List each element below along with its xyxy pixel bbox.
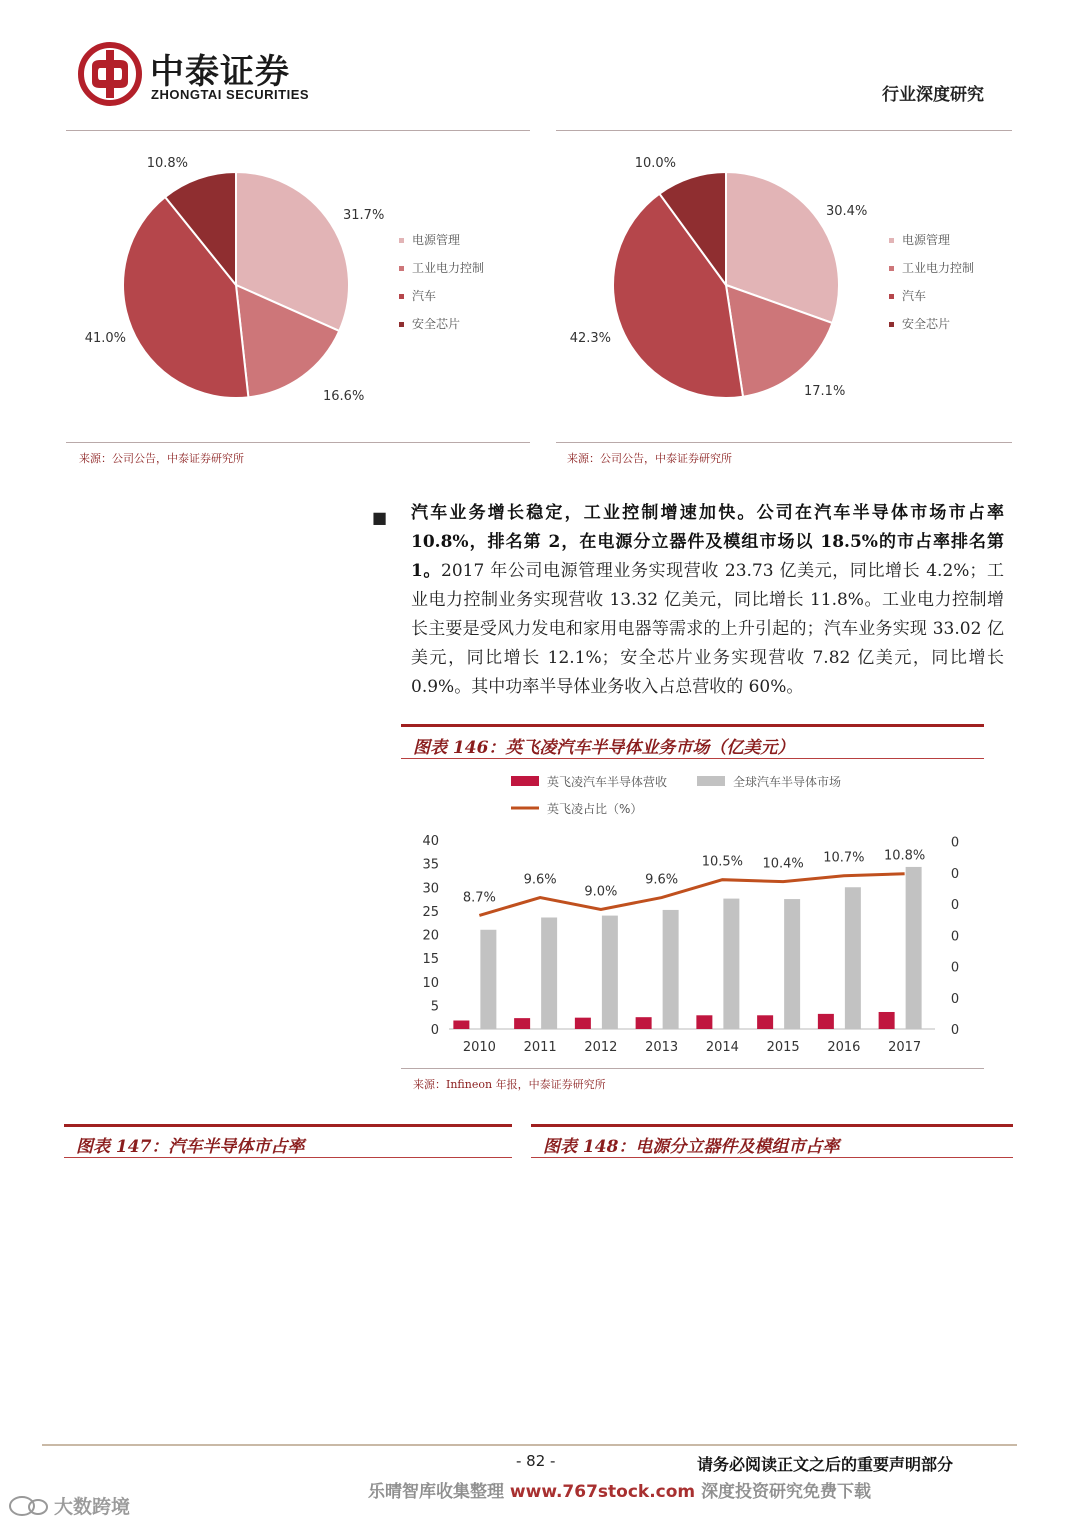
pie-left-legend-label-4: 安全芯片: [412, 317, 461, 331]
x-tick-label-2013: 2013: [645, 1040, 679, 1055]
x-tick-label-2014: 2014: [705, 1040, 739, 1055]
share-data-label-2011: 9.6%: [523, 872, 557, 888]
share-data-label-2017: 10.8%: [883, 848, 926, 864]
fig146-title: 图表 146：英飞凌汽车半导体业务市场（亿美元）: [413, 738, 795, 758]
y2-tick-label-7: 0: [950, 835, 960, 851]
analysis-paragraph: [411, 499, 1004, 702]
y-tick-label-35: 35: [422, 857, 439, 873]
y-tick-label-25: 25: [422, 904, 439, 920]
bar-market-2013: [663, 910, 679, 1029]
fig148-title-rule: [531, 1157, 1013, 1158]
y-tick-label-5: 5: [430, 999, 439, 1015]
pie-chart-right: [556, 140, 1012, 440]
pie-left-legend-swatch-4: [399, 322, 404, 327]
pie-right-legend-label-4: 安全芯片: [902, 317, 951, 331]
bar-market-2017: [906, 867, 922, 1029]
fig147-top-rule: [64, 1124, 512, 1127]
fig147-title-rule: [64, 1157, 512, 1158]
pie-left-legend-label-1: 电源管理: [412, 233, 461, 247]
pie-right-legend-swatch-2: [889, 266, 894, 271]
company-name-cn: 中泰证券: [150, 52, 290, 92]
fig146-combo-chart: [401, 762, 984, 1066]
watermark-right: 深度投资研究免费下载: [701, 1482, 872, 1502]
share-data-label-2014: 10.5%: [701, 854, 744, 870]
fig146-source: 来源：Infineon 年报，中泰证券研究所: [413, 1078, 606, 1091]
pie-chart-left: [66, 140, 530, 440]
footer-rule: [42, 1444, 1017, 1446]
bar-market-2014: [723, 899, 739, 1029]
pie-right-slice-label-2: 17.1%: [804, 384, 846, 399]
pie-left-legend-swatch-3: [399, 294, 404, 299]
y-tick-label-15: 15: [422, 952, 439, 968]
bar-revenue-2015: [757, 1015, 773, 1029]
watermark-line: [368, 1477, 871, 1502]
pie-right-legend-swatch-3: [889, 294, 894, 299]
pie-left-slice-label-2: 16.6%: [323, 389, 365, 404]
pie-left-slice-label-4: 10.8%: [146, 156, 188, 171]
x-tick-label-2015: 2015: [766, 1040, 800, 1055]
y2-tick-label-4: 0: [950, 929, 960, 945]
bar-market-2010: [480, 930, 496, 1029]
pie-left-bottom-rule: [66, 442, 530, 443]
bar-market-2016: [845, 887, 861, 1029]
fig146-title-rule: [401, 758, 984, 759]
y-tick-label-10: 10: [422, 975, 439, 991]
analysis-highlight: 汽车业务增长稳定，工业控制增速加快。公司在汽车半导体市场市占率10.8%，排名第 2，在电源分立器件及模组市场以 18.5%的市占率排名第 1。: [411, 503, 1004, 581]
fig146-top-rule: [401, 724, 984, 727]
pie-right-slice-label-3: 42.3%: [569, 331, 611, 346]
pie-right-legend-swatch-4: [889, 322, 894, 327]
pie-right-top-rule: [556, 130, 1012, 131]
page-number: - 82 -: [516, 1452, 556, 1470]
bar-revenue-2012: [575, 1018, 591, 1029]
share-data-label-2010: 8.7%: [462, 890, 496, 906]
logo-mark-icon: [78, 42, 142, 106]
y2-tick-label-3: 0: [950, 960, 960, 976]
legend-label-revenue: 英飞凌汽车半导体营收: [547, 775, 668, 789]
pie-left-legend-label-3: 汽车: [412, 289, 437, 303]
pie-left-legend-swatch-1: [399, 238, 404, 243]
pie-right-source: 来源：公司公告，中泰证券研究所: [567, 452, 732, 465]
y2-tick-label-1: 0: [950, 1023, 960, 1038]
bar-revenue-2011: [514, 1018, 530, 1029]
pie-left-slice-label-3: 41.0%: [84, 331, 126, 346]
pie-right-legend-label-1: 电源管理: [902, 233, 951, 247]
share-data-label-2012: 9.0%: [584, 884, 618, 900]
y-tick-label-20: 20: [422, 928, 439, 944]
y2-tick-label-6: 0: [950, 866, 960, 882]
legend-swatch-revenue: [511, 776, 539, 786]
x-tick-label-2016: 2016: [827, 1040, 861, 1055]
legend-label-share: 英飞凌占比（%）: [547, 802, 643, 816]
share-data-label-2013: 9.6%: [645, 872, 679, 888]
corner-watermark-text: 大数跨境: [54, 1496, 131, 1518]
legend-swatch-market: [697, 776, 725, 786]
legend-label-market: 全球汽车半导体市场: [733, 775, 842, 789]
pie-right-slice-label-1: 30.4%: [826, 204, 868, 219]
pie-left-source: 来源：公司公告，中泰证券研究所: [79, 452, 244, 465]
bullet-marker: ■: [372, 508, 388, 527]
watermark-url: www.767stock.com: [509, 1482, 696, 1502]
x-tick-label-2012: 2012: [584, 1040, 618, 1055]
y-tick-label-30: 30: [422, 881, 439, 897]
y-tick-label-0: 0: [430, 1023, 439, 1038]
pie-right-slice-label-4: 10.0%: [634, 156, 676, 171]
share-data-label-2016: 10.7%: [823, 850, 865, 866]
bar-revenue-2017: [879, 1012, 895, 1029]
company-logo: [78, 42, 142, 106]
bar-revenue-2010: [453, 1020, 469, 1029]
x-tick-label-2011: 2011: [523, 1040, 557, 1055]
x-tick-label-2010: 2010: [462, 1040, 496, 1055]
y-tick-label-40: 40: [422, 834, 439, 849]
pie-left-legend-swatch-2: [399, 266, 404, 271]
y2-tick-label-2: 0: [950, 991, 960, 1007]
bar-market-2015: [784, 899, 800, 1029]
fig147-title: 图表 147：汽车半导体市占率: [76, 1137, 305, 1157]
pie-right-legend-swatch-1: [889, 238, 894, 243]
x-tick-label-2017: 2017: [888, 1040, 922, 1055]
pie-right-legend-label-2: 工业电力控制: [902, 261, 975, 275]
pie-right-legend-label-3: 汽车: [902, 289, 927, 303]
pie-left-top-rule: [66, 130, 530, 131]
y2-tick-label-5: 0: [950, 898, 960, 914]
pie-left-slice-label-1: 31.7%: [343, 208, 385, 223]
fig146-bottom-rule: [401, 1068, 984, 1069]
company-name-en: ZHONGTAI SECURITIES: [151, 87, 310, 102]
footer-disclaimer: 请务必阅读正文之后的重要声明部分: [697, 1455, 954, 1474]
fig148-top-rule: [531, 1124, 1013, 1127]
bar-market-2012: [602, 916, 618, 1029]
report-type: 行业深度研究: [882, 85, 984, 105]
pie-right-bottom-rule: [556, 442, 1012, 443]
watermark-left: 乐晴智库收集整理: [368, 1482, 504, 1502]
chat-bubble-icon: [8, 1494, 50, 1518]
bar-revenue-2016: [818, 1014, 834, 1029]
bar-market-2011: [541, 917, 557, 1029]
corner-watermark: [8, 1492, 130, 1519]
analysis-body: 2017 年公司电源管理业务实现营收 23.73 亿美元，同比增长 4.2%；工业电力控制业务实现营收 13.32 亿美元，同比增长 11.8%。工业电力控制增长主要是受风力发电和家用电器等需求的上升引起的；汽车业务实现 33.02 亿美元，同比增长 12.1%；安全芯片业务实现营收 7.82 亿美元，同比增长 0.9%。其中功率半导体业务收入占总营收的 60%。: [411, 561, 1004, 697]
fig148-title: 图表 148：电源分立器件及模组市占率: [543, 1137, 840, 1157]
bar-revenue-2014: [696, 1015, 712, 1029]
pie-left-legend-label-2: 工业电力控制: [412, 261, 485, 275]
bar-revenue-2013: [636, 1017, 652, 1029]
share-data-label-2015: 10.4%: [762, 856, 804, 872]
